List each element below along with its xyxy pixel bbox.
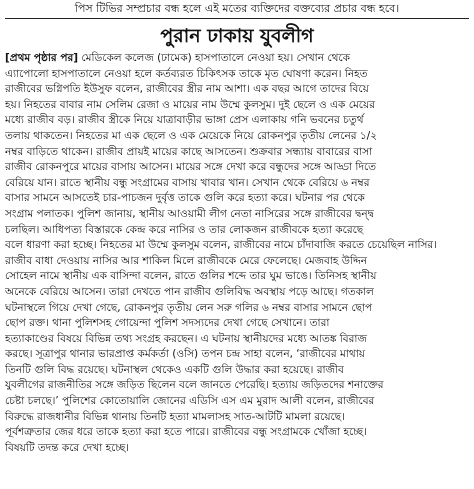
article-line: রাজীব বাধা দেওয়ায় নাসির আর শাকিল মিলে রাজীবকে মেরে ফেলেছে। মেজবাহ উদ্দিন: [5, 254, 368, 267]
article-line: ছোপ রক্ত। থানা পুলিশসহ গোয়েন্দা পুলিশ সদস্যদের দেখা গেছে সেখানে। তারা: [5, 317, 330, 330]
article-line: রাজীবের ভগ্নিপতি ইউসুফ বলেন, রাজীবের স্ত্রীর নাম আশা। এক বছর আগে তাদের বিয়ে: [5, 83, 369, 96]
article-line: যুবলীগের রাজনীতির সঙ্গে জড়িত ছিলেন বলে জানতে পেরেছি। হত্যায় জড়িতদের শনাক্তের: [5, 379, 384, 392]
article-line: বলে ধারণা করা হচ্ছে। নিহতের মা উম্মে কুলসুম বলেন, রাজীবের নামে চাঁদাবাজি করতে চেয়েছিল নাসির।: [5, 239, 437, 252]
article-line: মধ্যে রাজীব বড়। রাজীব স্ত্রীকে নিয়ে যাত্রাবাড়ীর ভাঙ্গা প্রেস এলাকায় গনি ভবনের চতুর্থ: [5, 114, 364, 127]
article-line: সোহেল নামে স্থানীয় এক বাসিন্দা বলেন, রাতে গুলির শব্দে তার ঘুম ভাঙে। তিনিসহ স্থানীয়: [5, 270, 377, 283]
article-line: বিষয়টি তদন্ত করে দেখা হচ্ছে।: [5, 441, 130, 454]
article-line: বিরুদ্ধে রাজধানীর বিভিন্ন থানায় তিনটি হত্যা মামলাসহ সাত-আটটি মামলা রয়েছে।: [5, 410, 345, 423]
headline: পুরান ঢাকায় যুবলীগ: [160, 25, 314, 47]
article-line: [প্রথম পৃষ্ঠার পর] মেডিকেল কলেজ (ঢামেক) হাসপাতালে নেওয়া হয়। সেখান থেকে: [5, 52, 350, 64]
article-line: চলছিল। আধিপত্য বিস্তারকে কেন্দ্র করে নাসির ও তার লোকজন রাজীবকে হত্যা করেছে: [5, 223, 364, 236]
article-line: চেষ্টা চলছে।’ পুলিশের কোতোয়ালি জোনের এডিসি এস এম মুরাদ আলী বলেন, রাজীবের: [5, 395, 375, 408]
article-line: ঘটনাস্থলে গিয়ে দেখা গেছে, রোকনপুর তৃতীয় লেন সরু গলির ৬ নম্বর বাসার সামনে ছোপ: [5, 301, 373, 314]
article-line: করছে। সূত্রাপুর থানার ভারপ্রাপ্ত কর্মকর্তা (ওসি) তপন চন্দ্র সাহা বলেন, ‘রাজীবের মাথায়: [5, 348, 365, 361]
article-line: বেরিয়ে যান। রাতে স্থানীয় বন্ধু সংগ্রামের বাসায় খাবার খান। সেখান থেকে বেরিয়ে ৬ নম্বর: [5, 176, 370, 189]
article-line: হয়। নিহতের বাবার নাম সেলিম রেজা ও মায়ের নাম উম্মে কুলসুম। দুই ছেলে ও এক মেয়ের: [5, 98, 375, 111]
article-body: [5, 51, 469, 456]
article-line: তিনটি গুলি বিদ্ধ রয়েছে। ঘটনাস্থল থেকেও একটি গুলি উদ্ধার করা হয়েছে। রাজীব: [5, 363, 344, 376]
continued-label: [প্রথম পৃষ্ঠার পর]: [5, 52, 79, 64]
previous-article-last-line: পিস টিভির সম্প্রচার বন্ধ হলে এই মতের ব্যক্তিদের বক্তব্যের প্রচার বন্ধ হবে।: [74, 2, 400, 15]
article-line: বাসার সামনে আসতেই চার-পাচজন দুর্বৃত্ত তাকে গুলি করে হত্যা করে। ঘটনার পর থেকে: [5, 192, 365, 205]
article-line: পূর্বশত্রুতার জের ধরে তাকে হত্যা করা হতে পারে। রাজীবের বন্ধু সংগ্রামকে খোঁজা হচ্ছে।: [5, 426, 367, 439]
article-line: অনেকে বেরিয়ে আসেন। তারা দেখতে পান রাজীব গুলিবিদ্ধ অবস্থায় পড়ে আছে। গতকাল: [5, 285, 374, 298]
article-line: নম্বর বাড়িতে থাকেন। রাজীব প্রায়ই মায়ের কাছে আসতেন। শুক্রবার সন্ধ্যায় বাবারের বাসা: [5, 145, 373, 158]
article-line: হত্যাকাণ্ডের বিষয়ে বিভিন্ন তথ্য সংগ্রহ করছেন। এ ঘটনায় স্থানীয়দের মধ্যে আতঙ্ক বিরাজ: [5, 332, 367, 345]
article-line: তলায় থাকতেন। নিহতের মা এক ছেলে ও এক মেয়েকে নিয়ে রোকনপুর তৃতীয় লেনের ১/২: [5, 129, 378, 142]
article-line: এ্যাপোলো হাসপাতালে নেওয়া হলে কর্তব্যরত চিকিৎসক তাকে মৃত ঘোষণা করেন। নিহত: [5, 67, 368, 80]
article-line: রাজীব রোকনপুরে মায়ের বাসায় আসেন। মায়ের সঙ্গে দেখা করে বন্ধুদের সঙ্গে আড্ডা দিতে: [5, 161, 377, 174]
article-line: সংগ্রাম পলাতক। পুলিশ জানায়, স্থানীয় আওয়ামী লীগ নেতা নাসিরের সঙ্গে রাজীবের দ্বন্দ্ব: [5, 207, 374, 220]
section-divider: [5, 18, 469, 19]
